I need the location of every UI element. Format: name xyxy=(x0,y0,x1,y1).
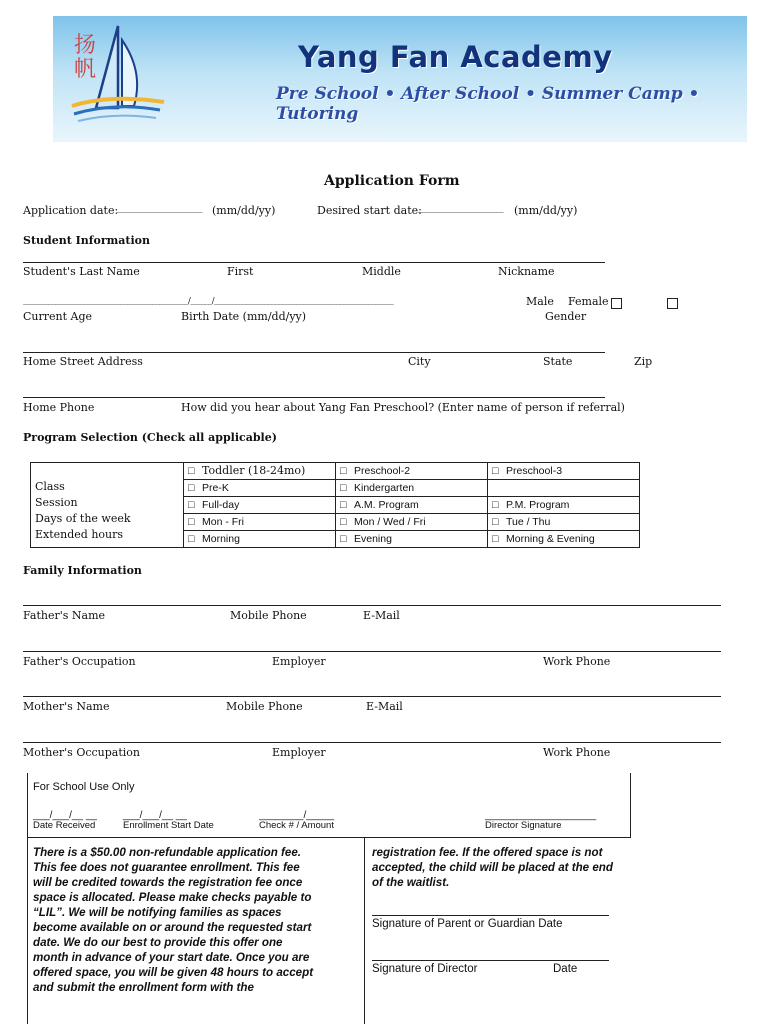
parent-signature-line[interactable] xyxy=(372,915,609,916)
date-received-label: Date Received xyxy=(33,820,96,831)
middle-name-label: Middle xyxy=(362,265,401,278)
class-label: Class xyxy=(35,480,65,493)
mother-work-phone-label: Work Phone xyxy=(543,746,611,759)
birth-date-label: Birth Date (mm/dd/yy) xyxy=(181,310,307,323)
male-checkbox[interactable] xyxy=(611,298,622,309)
school-tagline: Pre School • After School • Summer Camp • Tutoring xyxy=(276,84,700,124)
extended-hours-label: Extended hours xyxy=(35,528,124,541)
school-use-heading: For School Use Only xyxy=(33,781,135,793)
logo-characters: 扬帆 xyxy=(73,33,96,82)
home-address-label: Home Street Address xyxy=(23,355,143,368)
option-pre-k[interactable]: □ Pre-K xyxy=(184,480,336,497)
fee-notice-text: There is a $50.00 non-refundable application fee. This fee does not guarantee enrollment. This fee will be credited towards the registration fee once space is allocated. Please make checks payable to “LIL”. We will be notifying families as spaces become available on or around the requested start date. We do our best to provide this offer one month in advance of your start date. Once you are offered space, you will be given 48 hours to accept and submit the enrollment form with the xyxy=(33,846,314,994)
female-checkbox[interactable] xyxy=(667,298,678,309)
mother-employer-label: Employer xyxy=(272,746,326,759)
address-line[interactable] xyxy=(23,352,605,353)
session-label: Session xyxy=(35,496,78,509)
father-mobile-label: Mobile Phone xyxy=(230,609,307,622)
director-signature-line[interactable] xyxy=(372,960,609,961)
family-info-heading: Family Information xyxy=(23,564,142,577)
option-mon-wed-fri[interactable]: □ Mon / Wed / Fri xyxy=(336,514,488,531)
director-date-label: Date xyxy=(553,963,578,975)
days-of-week-label: Days of the week xyxy=(35,512,131,525)
option-preschool-2[interactable]: □ Preschool-2 xyxy=(336,463,488,480)
waitlist-notice-text: registration fee. If the offered space is not accepted, the child will be placed at the end of the waitlist. xyxy=(372,846,613,889)
father-work-phone-label: Work Phone xyxy=(543,655,611,668)
enrollment-start-field[interactable]: ___/___/__ __ xyxy=(123,810,187,821)
option-full-day[interactable]: □ Full-day xyxy=(184,497,336,514)
father-name-line[interactable] xyxy=(23,605,721,606)
father-email-label: E-Mail xyxy=(363,609,400,622)
mother-email-label: E-Mail xyxy=(366,700,403,713)
school-name: Yang Fan Academy xyxy=(298,40,613,74)
desired-start-format: (mm/dd/yy) xyxy=(514,204,578,217)
desired-start-field[interactable]: ___________________ xyxy=(418,203,504,213)
home-phone-label: Home Phone xyxy=(23,401,95,414)
fathers-occupation-label: Father's Occupation xyxy=(23,655,136,668)
program-selection-table xyxy=(30,462,640,548)
director-sign-label: Signature of Director xyxy=(372,963,478,975)
phone-referral-line[interactable] xyxy=(23,397,605,398)
age-birth-line[interactable]: ______________________________________________/______/__________________________________________________ xyxy=(23,295,394,305)
program-row-labels xyxy=(31,463,184,548)
male-label: Male xyxy=(526,295,554,308)
female-label: Female xyxy=(568,295,609,308)
gender-label: Gender xyxy=(545,310,587,323)
fathers-name-label: Father's Name xyxy=(23,609,106,622)
date-received-field[interactable]: ___/___/__ __ xyxy=(33,810,97,821)
option-toddler[interactable]: □ Toddler (18-24mo) xyxy=(184,463,336,480)
option-morning-evening[interactable]: □ Morning & Evening xyxy=(488,531,640,548)
referral-label: How did you hear about Yang Fan Preschool? (Enter name of person if referral) xyxy=(181,401,625,414)
program-selection-heading: Program Selection (Check all applicable) xyxy=(23,431,277,444)
enrollment-start-label: Enrollment Start Date xyxy=(123,820,214,831)
option-am-program[interactable]: □ A.M. Program xyxy=(336,497,488,514)
last-name-label: Student's Last Name xyxy=(23,265,140,278)
father-occupation-line[interactable] xyxy=(23,651,721,652)
first-name-label: First xyxy=(227,265,254,278)
zip-label: Zip xyxy=(634,355,653,368)
desired-start-label: Desired start date: xyxy=(317,204,422,217)
form-title: Application Form xyxy=(324,173,460,189)
director-signature-label: Director Signature xyxy=(485,820,562,831)
student-name-line[interactable] xyxy=(23,262,605,263)
option-pm-program[interactable]: □ P.M. Program xyxy=(488,497,640,514)
mother-mobile-label: Mobile Phone xyxy=(226,700,303,713)
mothers-occupation-label: Mother's Occupation xyxy=(23,746,140,759)
check-amount-field[interactable]: ________/_____ xyxy=(259,810,335,821)
father-employer-label: Employer xyxy=(272,655,326,668)
city-label: City xyxy=(408,355,431,368)
option-tue-thu[interactable]: □ Tue / Thu xyxy=(488,514,640,531)
option-kindergarten[interactable]: □ Kindergarten xyxy=(336,480,488,497)
state-label: State xyxy=(543,355,573,368)
nickname-label: Nickname xyxy=(498,265,555,278)
current-age-label: Current Age xyxy=(23,310,93,323)
application-date-label: Application date: xyxy=(23,204,119,217)
option-evening[interactable]: □ Evening xyxy=(336,531,488,548)
check-amount-label: Check # / Amount xyxy=(259,820,334,831)
mother-occupation-line[interactable] xyxy=(23,742,721,743)
application-date-field[interactable]: ___________________ xyxy=(117,203,203,213)
option-preschool-3[interactable]: □ Preschool-3 xyxy=(488,463,640,480)
mother-name-line[interactable] xyxy=(23,696,721,697)
parent-signature-label: Signature of Parent or Guardian Date xyxy=(372,918,563,930)
mothers-name-label: Mother's Name xyxy=(23,700,110,713)
student-info-heading: Student Information xyxy=(23,234,150,247)
option-mon-fri[interactable]: □ Mon - Fri xyxy=(184,514,336,531)
director-signature-field[interactable]: ____________________ xyxy=(485,810,597,821)
option-empty xyxy=(488,480,640,497)
option-morning[interactable]: □ Morning xyxy=(184,531,336,548)
application-date-format: (mm/dd/yy) xyxy=(212,204,276,217)
